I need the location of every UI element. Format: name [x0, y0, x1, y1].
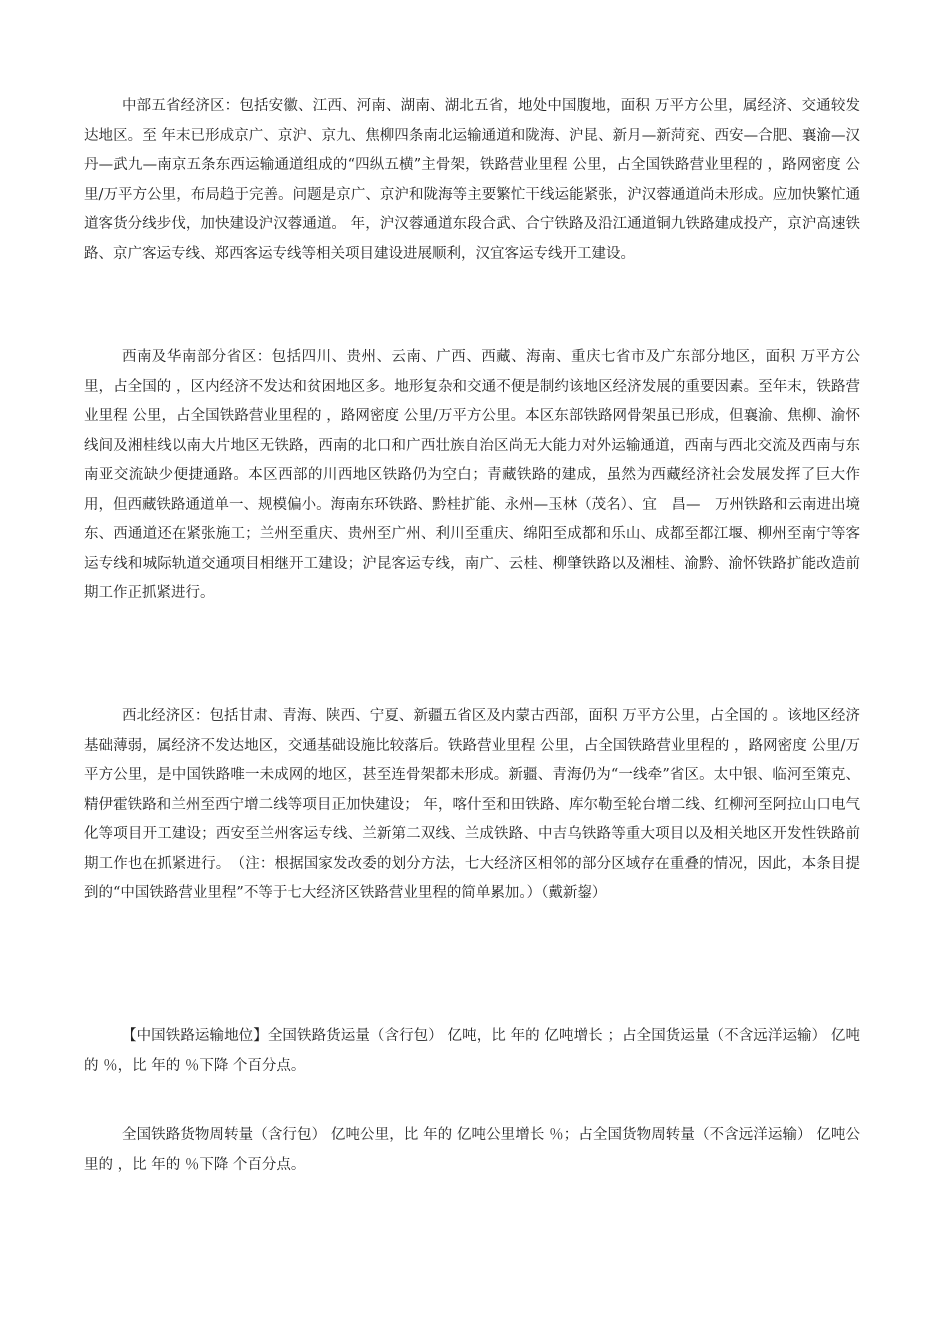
paragraph-central-five-provinces: 中部五省经济区：包括安徽、江西、河南、湖南、湖北五省，地处中国腹地，面积 万平方公里，属经济、交通较发达地区。至 年末已形成京广、京沪、京九、焦柳四条南北运输通道和陇海、沪昆、新月—新菏兖、西安—合肥、襄渝—汉丹—武九—南京五条东西运输通道组成的“四纵五横”主骨架，铁路营业里程 公里，占全国铁路营业里程的 ，路网密度 公里/万平方公里，布局趋于完善。问题是京广、京沪和陇海等主要繁忙干线运能紧张，沪汉蓉通道尚未形成。应加快繁忙通道客货分线步伐，加快建设沪汉蓉通道。 年，沪汉蓉通道东段合武、合宁铁路及沿江通道铜九铁路建成投产，京沪高速铁路、京广客运专线、郑西客运专线等相关项目建设进展顺利，汉宜客运专线开工建设。 — [84, 98, 860, 262]
paragraph-railway-transport-status: 【中国铁路运输地位】全国铁路货运量（含行包） 亿吨，比 年的 亿吨增长 ；占全国货运量（不含远洋运输） 亿吨的 ％，比 年的 ％下降 个百分点。 — [84, 1028, 860, 1074]
paragraph-freight-turnover: 全国铁路货物周转量（含行包） 亿吨公里，比 年的 亿吨公里增长 ％；占全国货物周转量（不含远洋运输） 亿吨公里的 ，比 年的 ％下降 个百分点。 — [84, 1127, 860, 1173]
paragraph-northwest-region: 西北经济区：包括甘肃、青海、陕西、宁夏、新疆五省区及内蒙古西部，面积 万平方公里，占全国的 。该地区经济基础薄弱，属经济不发达地区，交通基础设施比较落后。铁路营业里程 公里，占全国铁路营业里程的 ，路网密度 公里/万平方公里，是中国铁路唯一未成网的地区，甚至连骨架都未形成。新疆、青海仍为“一线牵”省区。太中银、临河至策克、精伊霍铁路和兰州至西宁增二线等项目正加快建设； 年，喀什至和田铁路、库尔勒至轮台增二线、红柳河至阿拉山口电气化等项目开工建设；西安至兰州客运专线、兰新第二双线、兰成铁路、中吉乌铁路等重大项目以及相关地区开发性铁路前期工作也在抓紧进行。 （注：根据国家发改委的划分方法，七大经济区相邻的部分区域存在重叠的情况，因此，本条目提到的“中国铁路营业里程”不等于七大经济区铁路营业里程的简单累加。）（戴新鋆） — [84, 708, 860, 901]
paragraph-southwest-south-china: 西南及华南部分省区：包括四川、贵州、云南、广西、西藏、海南、重庆七省市及广东部分地区，面积 万平方公里，占全国的 ，区内经济不发达和贫困地区多。地形复杂和交通不便是制约该地区经济发展的重要因素。至年末，铁路营业里程 公里，占全国铁路营业里程的 ，路网密度 公里/万平方公里。本区东部铁路网骨架虽已形成，但襄渝、焦柳、渝怀线间及湘桂线以南大片地区无铁路，西南的北口和广西壮族自治区尚无大能力对外运输通道，西南与西北交流及西南与东南亚交流缺少便捷通路。本区西部的川西地区铁路仍为空白；青藏铁路的建成，虽然为西藏经济社会发展发挥了巨大作用，但西藏铁路通道单一、规模偏小。海南东环铁路、黔桂扩能、永州—玉林（茂名）、宜 昌— 万州铁路和云南进出境东、西通道还在紧张施工；兰州至重庆、贵州至广州、利川至重庆、绵阳至成都和乐山、成都至都江堰、柳州至南宁等客运专线和城际轨道交通项目相继开工建设；沪昆客运专线，南广、云桂、柳肇铁路以及湘桂、渝黔、渝怀铁路扩能改造前期工作正抓紧进行。 — [84, 349, 860, 601]
